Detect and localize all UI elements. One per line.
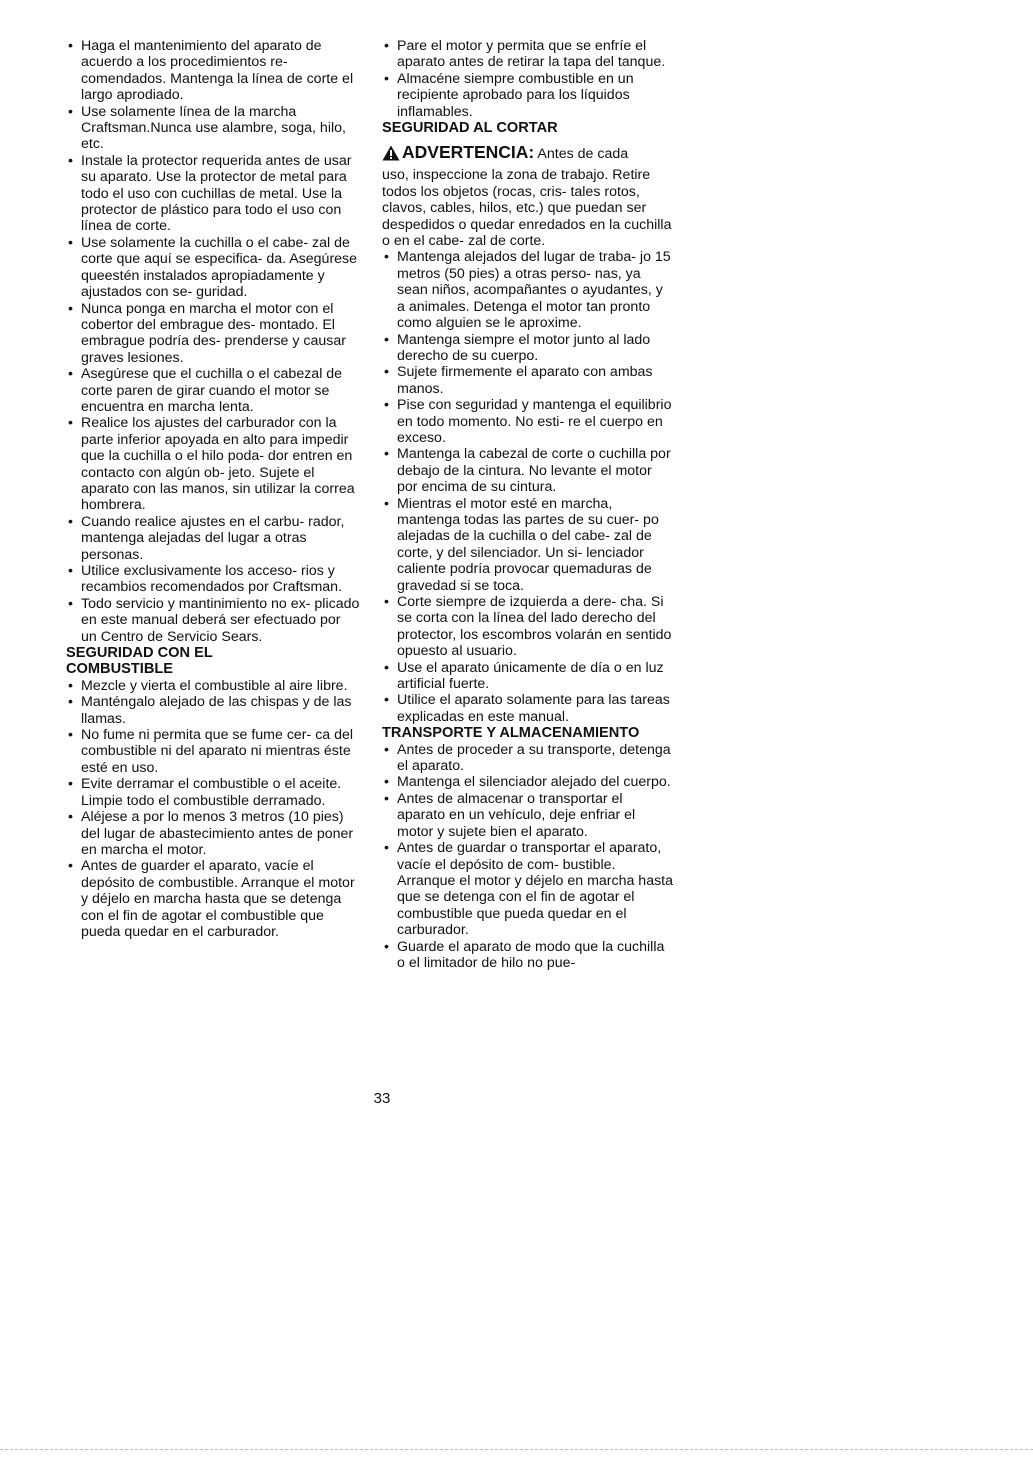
list-item: • Corte siempre de izquierda a dere- cha. Si se corta con la línea del lado derecho del protector, los escombros volarán en sentido opuesto al usuario.: [382, 594, 674, 660]
fuel-list: [66, 678, 360, 941]
fuel-heading-line-1: SEGURIDAD CON EL: [66, 645, 213, 662]
list-item: • Mantenga alejados del lugar de traba- jo 15 metros (50 pies) a otras perso- nas, ya sean niños, acompañantes o ayudantes, y a animales. Detenga el motor tan pronto como alguien se le aproxime.: [382, 249, 674, 331]
warning-text: uso, inspeccione la zona de trabajo. Retire todos los objetos (rocas, cris- tales rotos, clavos, cables, hilos, etc.) que puedan ser despedidos o quedar enredados en la cuchilla o en el cabe- zal de corte.: [382, 167, 672, 250]
list-item: • Use el aparato únicamente de día o en luz artificial fuerte.: [382, 660, 674, 693]
list-item: • Use solamente la cuchilla o el cabe- zal de corte que aquí se especifica- da. Asegúrese queestén instalados apropiadamente y ajustados con se- guridad.: [66, 235, 360, 301]
list-item: • Antes de almacenar o transportar el aparato en un vehículo, deje enfriar el motor y sujete bien el aparato.: [382, 791, 674, 840]
list-item: • Antes de proceder a su transporte, detenga el aparato.: [382, 742, 674, 775]
list-item: • Evite derramar el combustible o el aceite. Limpie todo el combustible derramado.: [66, 776, 360, 809]
list-item: • Manténgalo alejado de las chispas y de las llamas.: [66, 694, 360, 727]
page-number: 33: [373, 1090, 391, 1107]
list-item: • Nunca ponga en marcha el motor con el cobertor del embrague des- montado. El embrague podría des- prenderse y causar graves lesiones.: [66, 301, 360, 367]
list-item: • Antes de guarder el aparato, vacíe el depósito de combustible. Arranque el motor y déjelo en marcha hasta que se detenga con el fin de agotar el combustible que pueda quedar en el carburador.: [66, 858, 360, 940]
fuel-heading-line-2: COMBUSTIBLE: [66, 661, 174, 678]
list-item: • Mientras el motor esté en marcha, mantenga todas las partes de su cuer- po alejadas de la cuchilla o del cabe- zal de corte, y del silenciador. Un si- lenciador caliente podría provocar quemaduras de gravedad si se toca.: [382, 496, 674, 594]
list-item: • Pare el motor y permita que se enfríe el aparato antes de retirar la tapa del tanque.: [382, 38, 674, 71]
cutting-safety-heading: SEGURIDAD AL CORTAR: [382, 120, 558, 137]
list-item: • Utilice el aparato solamente para las tareas explicadas en este manual.: [382, 692, 674, 725]
list-item: • Instale la protector requerida antes de usar su aparato. Use la protector de metal para todo el uso con cuchillas de metal. Use la protector de plástico para todo el uso con línea de corte.: [66, 153, 360, 235]
cutting-list: [382, 249, 674, 725]
fuel-safety-heading: [66, 645, 360, 678]
bottom-divider: [0, 1449, 1033, 1450]
right-column: [382, 38, 674, 971]
list-item: • Mezcle y vierta el combustible al aire libre.: [66, 678, 360, 694]
list-item: • Sujete firmemente el aparato con ambas manos.: [382, 364, 674, 397]
warning-triangle-icon: [382, 145, 400, 167]
list-item: • Use solamente línea de la marcha Craftsman.Nunca use alambre, soga, hilo, etc.: [66, 104, 360, 153]
list-item: • Aléjese a por lo menos 3 metros (10 pies) del lugar de abastecimiento antes de poner en marcha el motor.: [66, 809, 360, 858]
list-item: • No fume ni permita que se fume cer- ca del combustible ni del aparato ni mientras éste esté en uso.: [66, 727, 360, 776]
list-item: • Asegúrese que el cuchilla o el cabezal de corte paren de girar cuando el motor se encuentra en marcha lenta.: [66, 366, 360, 415]
list-item: • Realice los ajustes del carburador con la parte inferior apoyada en alto para impedir que la cuchilla o el hilo poda- dor entren en contacto con algún ob- jeto. Sujete el aparato con las manos, sin utilizar la correa hombrera.: [66, 415, 360, 513]
list-item: • Haga el mantenimiento del aparato de acuerdo a los procedimientos re- comendados. Mantenga la línea de corte el largo aprodiado.: [66, 38, 360, 104]
transport-storage-heading: TRANSPORTE Y ALMACENAMIENTO: [382, 725, 640, 742]
left-column: [66, 38, 360, 940]
transport-list: [382, 742, 674, 972]
list-item: • Mantenga el silenciador alejado del cuerpo.: [382, 774, 674, 790]
list-item: • Mantenga la cabezal de corte o cuchilla por debajo de la cintura. No levante el motor por encima de su cintura.: [382, 446, 674, 495]
warning-statement: [382, 142, 674, 167]
maintenance-list: [66, 38, 360, 645]
fuel-list-continued: [382, 38, 674, 120]
warning-label: ADVERTENCIA:: [402, 142, 535, 163]
list-item: • Guarde el aparato de modo que la cuchilla o el limitador de hilo no pue-: [382, 939, 674, 972]
list-item: • Utilice exclusivamente los acceso- rios y recambios recomendados por Craftsman.: [66, 563, 360, 596]
list-item: • Todo servicio y mantinimiento no ex- plicado en este manual deberá ser efectuado por un Centro de Servicio Sears.: [66, 596, 360, 645]
list-item: • Cuando realice ajustes en el carbu- rador, mantenga alejadas del lugar a otras personas.: [66, 514, 360, 563]
list-item: • Pise con seguridad y mantenga el equilibrio en todo momento. No esti- re el cuerpo en exceso.: [382, 397, 674, 446]
list-item: • Antes de guardar o transportar el aparato, vacíe el depósito de com- bustible. Arranque el motor y déjelo en marcha hasta que se detenga con el fin de agotar el combustible que pueda quedar en el carburador.: [382, 840, 674, 938]
list-item: • Almacéne siempre combustible en un recipiente aprobado para los líquidos inflamables.: [382, 71, 674, 120]
list-item: • Mantenga siempre el motor junto al lado derecho de su cuerpo.: [382, 332, 674, 365]
warning-text-inline: Antes de cada: [537, 146, 629, 163]
